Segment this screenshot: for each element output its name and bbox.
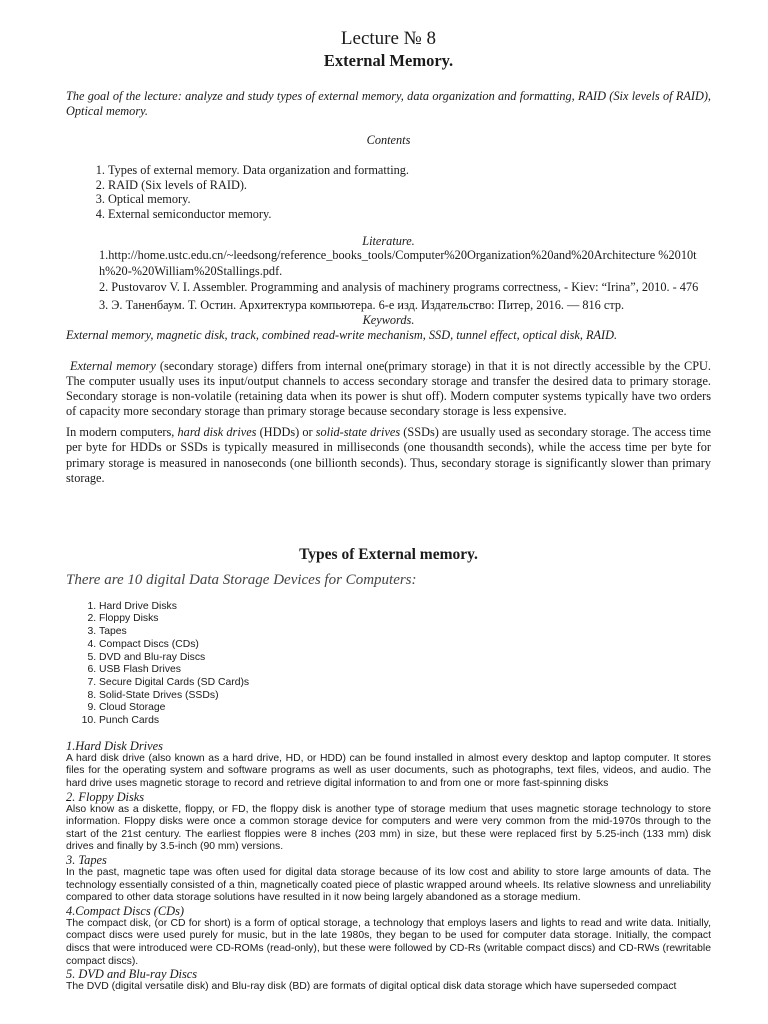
section-text: The DVD (digital versatile disk) and Blu-ray disk (BD) are formats of digital optical disk data storage which have superseded compact — [66, 981, 677, 993]
contents-item: 2. RAID (Six levels of RAID). — [108, 178, 711, 193]
device-item: 1. Hard Drive Disks — [99, 601, 711, 614]
section-text: In the past, magnetic tape was often used for digital data storage because of its low cost and ability to store large amounts of data. The technology essentially consisted of a thin, magnetically coated piece of plastic wrapped around wheels. Its relative slowness and unreliability compared to other data storage solutions have resulted in it now being largely abandoned as a storage medium. — [66, 866, 711, 904]
lecture-goal: The goal of the lecture: analyze and study types of external memory, data organization and formatting, RAID (Six levels of RAID), Optical memory. — [66, 89, 711, 118]
contents-item: 3. Optical memory. — [108, 192, 711, 207]
device-item: 10. Punch Cards — [99, 715, 711, 728]
paragraph-text: (HDDs) or — [256, 425, 316, 440]
term-external-memory: External memory — [69, 359, 156, 373]
literature-heading: Literature. — [362, 234, 415, 249]
literature-item: 3. Э. Таненбаум. Т. Остин. Архитектура компьютера. 6-е изд. Издательство: Питер, 2016. — 816 стр. — [99, 297, 625, 312]
paragraph-external-memory — [66, 359, 711, 419]
section-title: 1.Hard Disk Drives — [66, 738, 163, 753]
literature-item: 1.http://home.ustc.edu.cn/~leedsong/reference_books_tools/Computer%20Organization%20and%20Architecture %2010th%20-%20William%20Stallings.pdf. — [99, 248, 697, 278]
paragraph-text: (secondary storage) differs from internal one(primary storage) in that it is not directly accessible by the CPU. The computer usually uses its input/output channels to access secondary storage and transfer the desired data to primary storage. Secondary storage is non-volatile (retaining data when its power is shut off). Modern computer systems typically have two orders of capacity more secondary storage than primary storage because secondary storage is less expensive. — [66, 359, 711, 419]
device-item: 5. DVD and Blu-ray Discs — [99, 652, 711, 665]
section-text: A hard disk drive (also known as a hard drive, HD, or HDD) can be found installed in almost every desktop and laptop computer. It stores files for the operating system and software programs as well as user documents, such as photographs, text files, videos, and audio. The hard drive uses magnetic storage to record and retrieve digital information to and from one or more fast-spinning disks — [66, 752, 711, 789]
keywords-text: External memory, magnetic disk, track, combined read-write mechanism, SSD, tunnel effect, optical disk, RAID. — [66, 328, 618, 342]
device-list — [66, 601, 711, 728]
lecture-number: Lecture № 8 — [340, 28, 437, 49]
document-page — [66, 28, 711, 994]
lecture-title: External Memory. — [323, 51, 454, 70]
section-title: 3. Tapes — [66, 852, 107, 867]
section-title: 2. Floppy Disks — [66, 789, 145, 804]
contents-heading: Contents — [366, 133, 411, 147]
types-heading: Types of External memory. — [299, 545, 478, 563]
paragraph-modern-computers — [66, 425, 711, 485]
device-item: 8. Solid-State Drives (SSDs) — [99, 690, 711, 703]
device-item: 3. Tapes — [99, 626, 711, 639]
types-intro: There are 10 digital Data Storage Devices for Computers: — [66, 571, 417, 588]
term-ssd: solid-state drives — [315, 425, 401, 440]
section-text: Also know as a diskette, floppy, or FD, the floppy disk is another type of storage medium that uses magnetic storage technology to store information. Floppy disks were once a common storage device for computers and were very common from the mid-1970s through to the start of the 21st century. The earliest floppies were 8 inches (203 mm) in size, but these were replaced first by 5.25-inch (133 mm) disk drives and finally by 3.5-inch (90 mm) versions. — [66, 803, 711, 853]
contents-item: 1. Types of external memory. Data organization and formatting. — [108, 163, 711, 178]
device-item: 2. Floppy Disks — [99, 613, 711, 626]
literature-item: 2. Pustovarov V. I. Assembler. Programming and analysis of machinery programs correctness, - Kiev: “Irina”, 2010. - 476 — [99, 280, 699, 295]
section-text: The compact disk, (or CD for short) is a form of optical storage, a technology that employs lasers and lights to read and write data. Initially, compact discs were used purely for music, but in the late 1980s, they began to be used for computer data storage. Initially, the compact discs that were introduced were CD-ROMs (read-only), but these were followed by CD-Rs (writable compact discs) and CD-RWs (rewritable compact discs). — [66, 917, 711, 967]
device-item: 6. USB Flash Drives — [99, 664, 711, 677]
contents-item: 4. External semiconductor memory. — [108, 207, 711, 222]
contents-list — [66, 163, 711, 221]
section-title: 5. DVD and Blu-ray Discs — [66, 967, 198, 982]
device-item: 7. Secure Digital Cards (SD Card)s — [99, 677, 711, 690]
section-title: 4.Compact Discs (CDs) — [66, 903, 185, 918]
device-item: 9. Cloud Storage — [99, 702, 711, 715]
device-item: 4. Compact Discs (CDs) — [99, 639, 711, 652]
paragraph-text: (SSDs) are usually used as secondary storage. The access time per byte for HDDs or SSDs is typically measured in milliseconds (one thousandth seconds), while the access time per byte for primary storage is measured in nanoseconds (one billionth seconds). Thus, secondary storage is significantly slower than primary storage. — [66, 425, 711, 485]
term-hdd: hard disk drives — [177, 425, 257, 440]
paragraph-text: In modern computers, — [66, 425, 178, 440]
keywords-heading: Keywords. — [362, 313, 415, 327]
